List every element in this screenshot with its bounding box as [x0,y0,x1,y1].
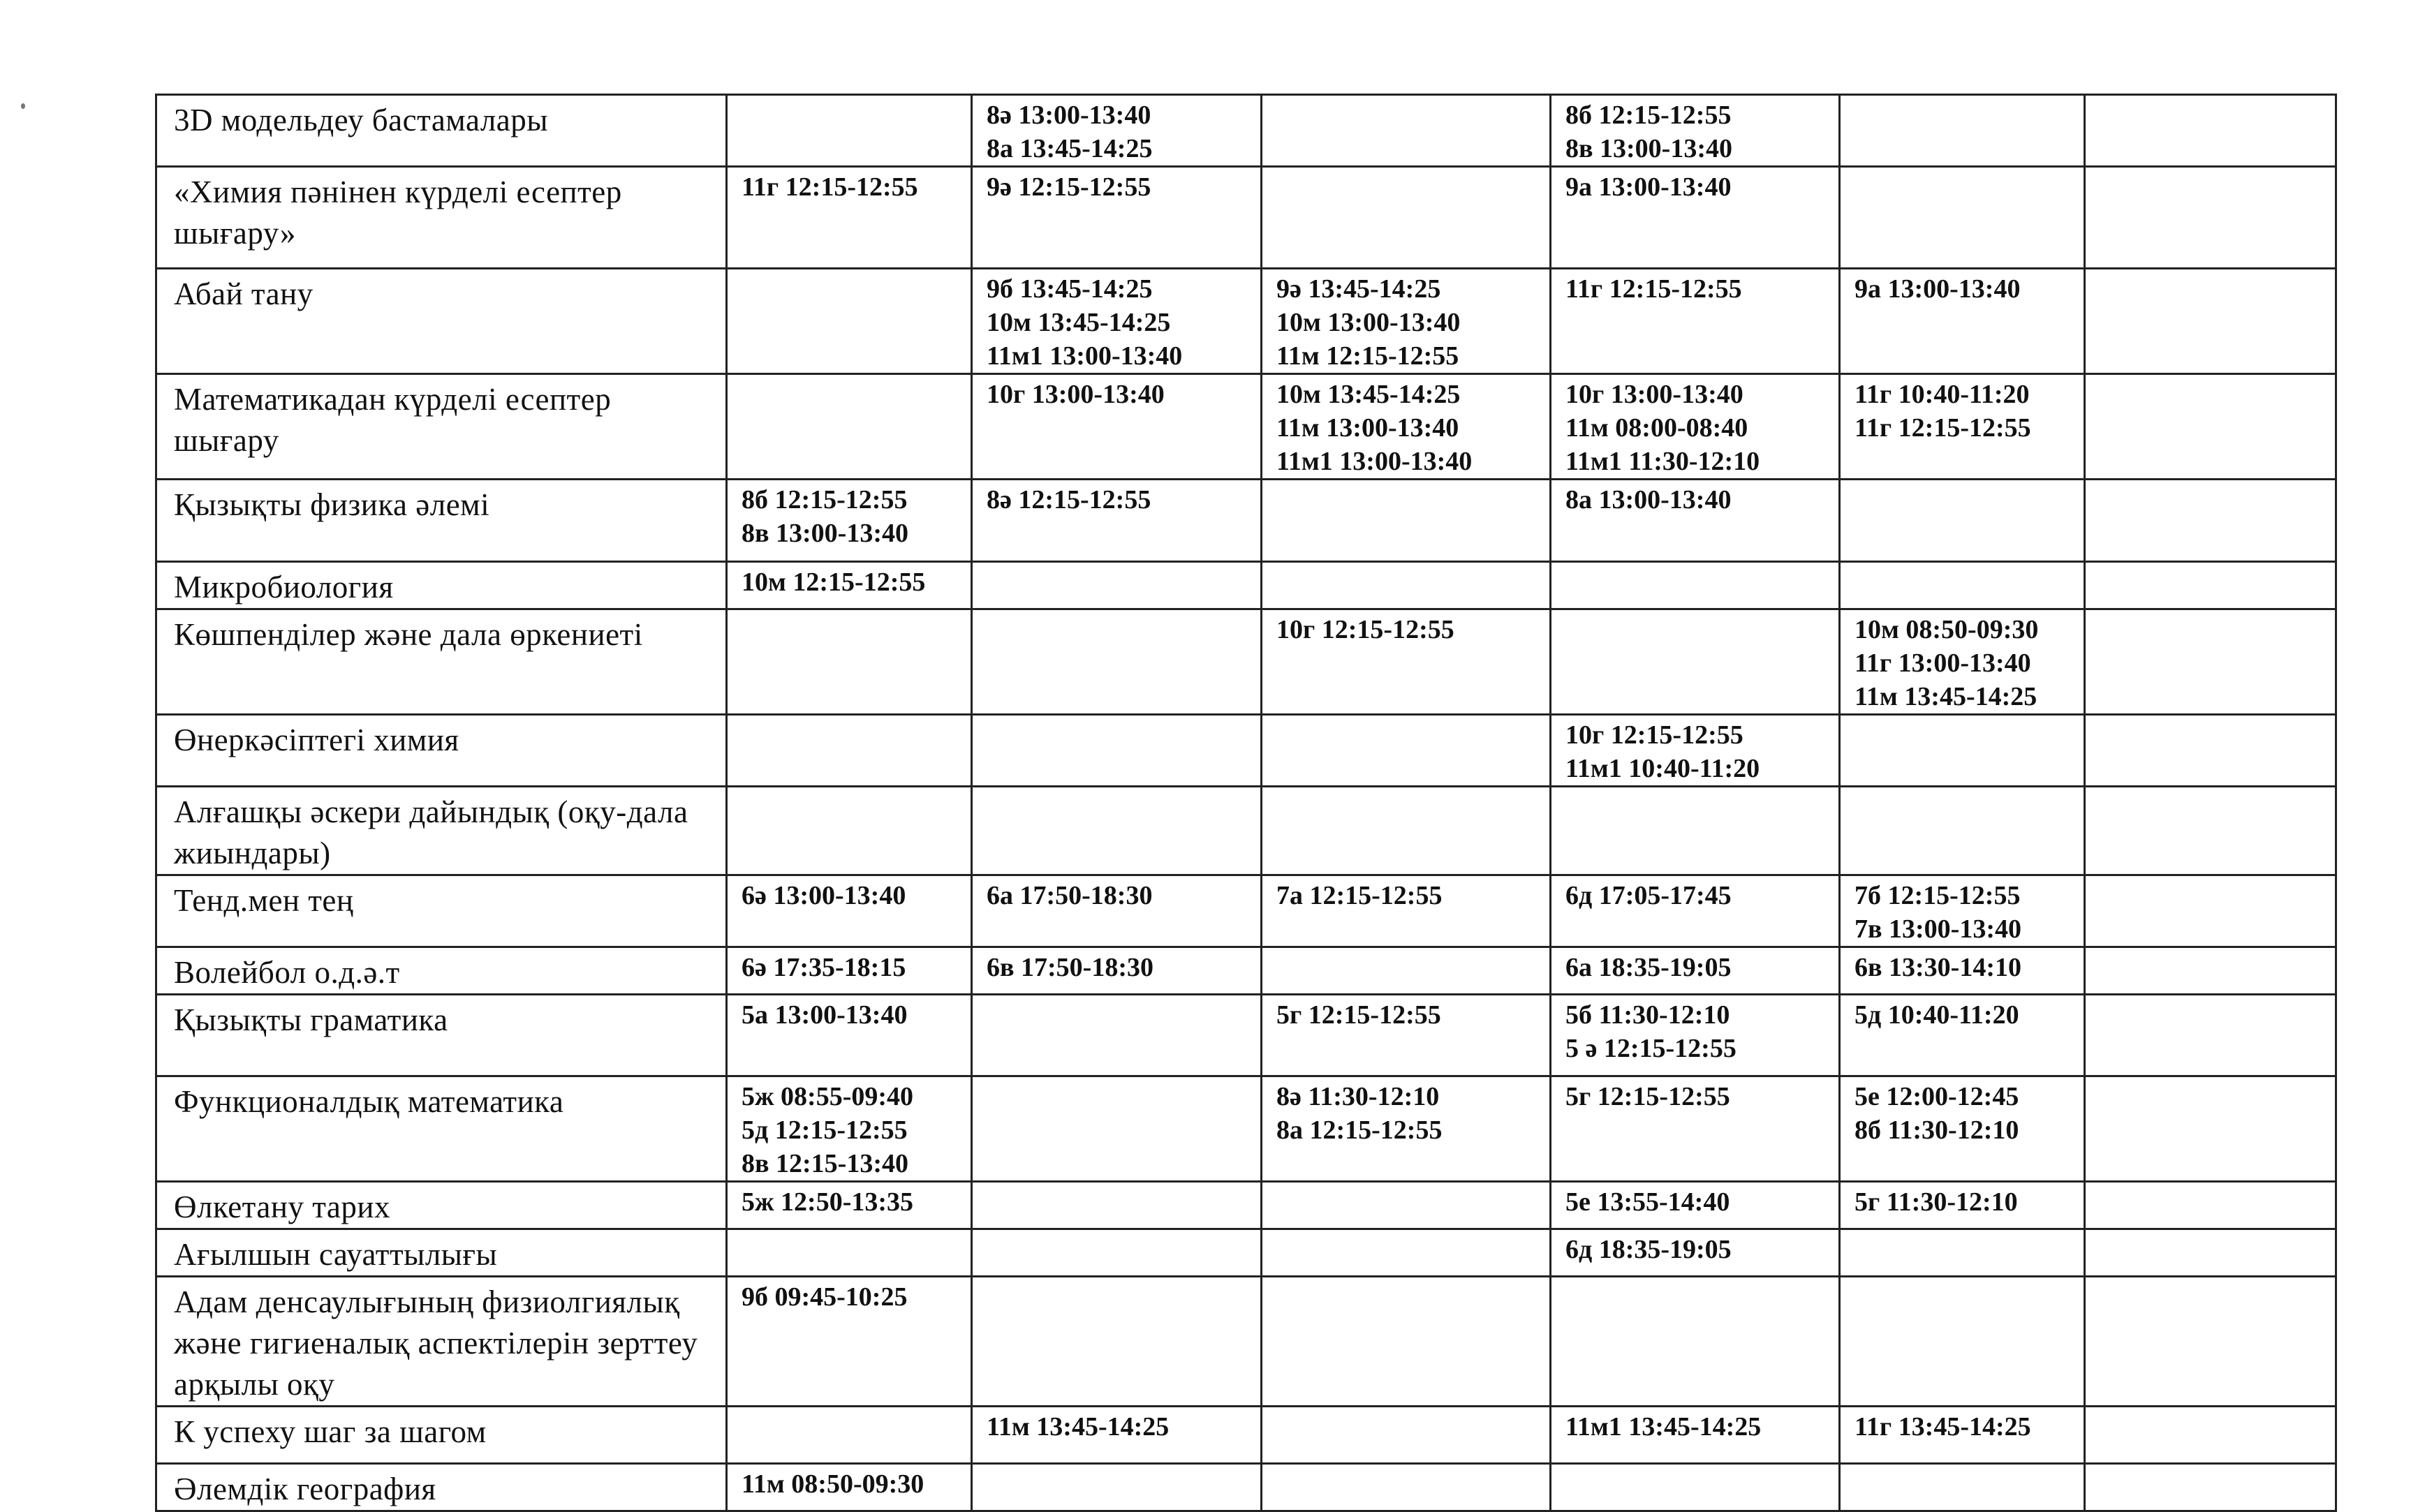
time-slot-cell [727,1277,972,1407]
time-slot-cell [1262,995,1551,1076]
scan-speck [21,103,25,109]
time-slot-cell [1262,1076,1551,1182]
schedule-body [156,95,2336,1511]
time-slot-entry: 5ж 08:55-09:40 [742,1082,914,1111]
time-slot-cell [1840,269,2085,374]
time-slot-entry: 11м1 10:40-11:20 [1565,754,1760,783]
time-slot-cell [2085,609,2336,715]
time-slot-cell [1840,167,2085,269]
time-slot-entry: 5 ә 12:15-12:55 [1565,1034,1737,1063]
time-slot-entry: 5б 11:30-12:10 [1565,1000,1730,1030]
time-slot-cell [1551,947,1840,995]
time-slot-cell [727,875,972,947]
time-slot-cell [1551,609,1840,715]
time-slot-entry: 5е 12:00-12:45 [1855,1082,2019,1111]
subject-cell: 3D модельдеу бастамалары [156,95,727,167]
table-row [156,1464,2336,1511]
time-slot-cell [1840,875,2085,947]
time-slot-entry: 9б 09:45-10:25 [742,1282,908,1312]
time-slot-cell [1840,95,2085,167]
table-row [156,1182,2336,1229]
time-slot-cell [1840,480,2085,562]
time-slot-cell [727,269,972,374]
time-slot-entry: 10г 13:00-13:40 [987,380,1165,409]
time-slot-entry: 8ә 13:00-13:40 [987,101,1151,130]
time-slot-entry: 5ж 12:50-13:35 [742,1187,914,1217]
time-slot-entry: 8в 13:00-13:40 [742,519,908,548]
time-slot-cell [1551,1277,1840,1407]
time-slot-entry: 11м 08:50-09:30 [742,1469,924,1499]
time-slot-cell [2085,1277,2336,1407]
time-slot-entry: 8б 12:15-12:55 [742,485,908,514]
time-slot-entry: 11м 08:00-08:40 [1565,413,1748,443]
time-slot-cell [727,1407,972,1464]
time-slot-entry: 11г 12:15-12:55 [742,172,918,202]
time-slot-cell [2085,1464,2336,1511]
time-slot-cell [1551,1182,1840,1229]
time-slot-entry: 9б 13:45-14:25 [987,274,1153,304]
table-row [156,562,2336,609]
subject-cell: Функционалдық математика [156,1076,727,1182]
time-slot-cell [727,1464,972,1511]
subject-cell: Тенд.мен тең [156,875,727,947]
time-slot-cell [727,1182,972,1229]
time-slot-cell [1262,167,1551,269]
time-slot-cell [1262,95,1551,167]
time-slot-cell [1840,995,2085,1076]
time-slot-cell [2085,715,2336,787]
time-slot-entry: 7в 13:00-13:40 [1855,914,2021,944]
time-slot-cell [1840,1277,2085,1407]
time-slot-entry: 6ә 17:35-18:15 [742,953,906,982]
time-slot-cell [1840,1407,2085,1464]
time-slot-entry: 11г 12:15-12:55 [1855,413,2031,443]
time-slot-entry: 5д 10:40-11:20 [1855,1000,2019,1030]
subject-cell: Көшпенділер және дала өркениеті [156,609,727,715]
time-slot-cell [1551,480,1840,562]
time-slot-entry: 6а 18:35-19:05 [1565,953,1732,982]
time-slot-cell [1262,374,1551,480]
time-slot-cell [1262,609,1551,715]
time-slot-cell [1262,715,1551,787]
time-slot-cell [972,1277,1262,1407]
time-slot-cell [972,1182,1262,1229]
time-slot-cell [2085,480,2336,562]
time-slot-entry: 8а 13:45-14:25 [987,134,1153,163]
time-slot-entry: 11м 13:00-13:40 [1276,413,1459,443]
time-slot-entry: 9а 13:00-13:40 [1565,172,1732,202]
table-row [156,875,2336,947]
time-slot-cell [1551,167,1840,269]
time-slot-entry: 11м 13:45-14:25 [1855,682,2037,711]
time-slot-entry: 10г 12:15-12:55 [1565,720,1743,750]
table-row [156,1277,2336,1407]
time-slot-entry: 11м1 11:30-12:10 [1565,447,1760,476]
time-slot-cell [1840,1229,2085,1277]
time-slot-entry: 8б 12:15-12:55 [1565,101,1732,130]
time-slot-cell [972,269,1262,374]
time-slot-cell [727,1229,972,1277]
time-slot-entry: 9а 13:00-13:40 [1855,274,2021,304]
time-slot-cell [727,480,972,562]
time-slot-cell [1551,374,1840,480]
time-slot-cell [972,562,1262,609]
time-slot-cell [972,1229,1262,1277]
time-slot-entry: 5д 12:15-12:55 [742,1116,908,1145]
time-slot-entry: 6в 17:50-18:30 [987,953,1153,982]
time-slot-cell [1551,562,1840,609]
time-slot-entry: 9ә 12:15-12:55 [987,172,1151,202]
time-slot-cell [727,995,972,1076]
time-slot-cell [972,715,1262,787]
subject-cell: «Химия пәнінен күрделі есептер шығару» [156,167,727,269]
time-slot-cell [727,609,972,715]
time-slot-entry: 10м 13:45-14:25 [1276,380,1461,409]
time-slot-cell [727,167,972,269]
time-slot-cell [1551,1407,1840,1464]
time-slot-cell [1551,95,1840,167]
time-slot-cell [727,562,972,609]
table-row [156,995,2336,1076]
table-row [156,480,2336,562]
time-slot-entry: 7а 12:15-12:55 [1276,881,1443,910]
time-slot-entry: 6а 17:50-18:30 [987,881,1153,910]
subject-cell: Адам денсаулығының физиолгиялық және гигиеналық аспектілерін зерттеу арқылы оқу [156,1277,727,1407]
time-slot-entry: 5е 13:55-14:40 [1565,1187,1730,1217]
time-slot-cell [727,95,972,167]
time-slot-cell [2085,947,2336,995]
table-row [156,95,2336,167]
time-slot-entry: 10м 13:45-14:25 [987,308,1171,337]
time-slot-entry: 10г 13:00-13:40 [1565,380,1743,409]
time-slot-cell [1262,947,1551,995]
table-row [156,269,2336,374]
time-slot-cell [2085,562,2336,609]
time-slot-cell [1840,562,2085,609]
time-slot-entry: 6д 17:05-17:45 [1565,881,1732,910]
time-slot-cell [1551,1464,1840,1511]
time-slot-cell [1840,715,2085,787]
time-slot-cell [1840,609,2085,715]
time-slot-cell [1262,787,1551,875]
time-slot-entry: 10г 12:15-12:55 [1276,615,1454,644]
time-slot-cell [1840,947,2085,995]
schedule-table [155,94,2337,1512]
time-slot-cell [1262,875,1551,947]
subject-cell: Әлемдік география [156,1464,727,1511]
time-slot-entry: 11м1 13:00-13:40 [1276,447,1473,476]
time-slot-cell [727,787,972,875]
time-slot-entry: 11г 10:40-11:20 [1855,380,2030,409]
time-slot-entry: 11м1 13:00-13:40 [987,341,1183,371]
time-slot-cell [1551,1076,1840,1182]
time-slot-cell [1262,562,1551,609]
time-slot-cell [1262,1277,1551,1407]
subject-cell: Абай тану [156,269,727,374]
table-row [156,947,2336,995]
time-slot-cell [972,1464,1262,1511]
time-slot-cell [2085,995,2336,1076]
time-slot-cell [1262,1182,1551,1229]
time-slot-entry: 11г 13:45-14:25 [1855,1412,2031,1441]
subject-cell: К успеху шаг за шагом [156,1407,727,1464]
time-slot-cell [1262,269,1551,374]
time-slot-cell [2085,374,2336,480]
time-slot-cell [2085,1407,2336,1464]
time-slot-entry: 11г 12:15-12:55 [1565,274,1742,304]
subject-cell: Математикадан күрделі есептер шығару [156,374,727,480]
time-slot-cell [2085,167,2336,269]
time-slot-cell [1840,787,2085,875]
time-slot-cell [972,875,1262,947]
time-slot-cell [972,1407,1262,1464]
time-slot-cell [2085,787,2336,875]
time-slot-cell [1262,480,1551,562]
time-slot-cell [2085,875,2336,947]
time-slot-cell [1551,1229,1840,1277]
time-slot-cell [727,947,972,995]
time-slot-cell [2085,1182,2336,1229]
time-slot-cell [972,609,1262,715]
time-slot-entry: 8в 13:00-13:40 [1565,134,1732,163]
time-slot-cell [1551,787,1840,875]
time-slot-cell [972,374,1262,480]
time-slot-entry: 11м1 13:45-14:25 [1565,1412,1762,1441]
time-slot-entry: 6д 18:35-19:05 [1565,1235,1732,1264]
time-slot-entry: 7б 12:15-12:55 [1855,881,2021,910]
table-row [156,787,2336,875]
time-slot-entry: 5г 12:15-12:55 [1276,1000,1441,1030]
time-slot-cell [727,715,972,787]
time-slot-entry: 10м 12:15-12:55 [742,568,926,597]
time-slot-cell [972,167,1262,269]
time-slot-entry: 11м 13:45-14:25 [987,1412,1170,1441]
time-slot-entry: 8в 12:15-13:40 [742,1149,908,1178]
time-slot-entry: 8а 12:15-12:55 [1276,1116,1443,1145]
time-slot-cell [972,95,1262,167]
table-row [156,715,2336,787]
time-slot-entry: 6ә 13:00-13:40 [742,881,906,910]
time-slot-entry: 11м 12:15-12:55 [1276,341,1459,371]
time-slot-entry: 8б 11:30-12:10 [1855,1116,2019,1145]
subject-cell: Алғашқы әскери дайындық (оқу-дала жиындары) [156,787,727,875]
time-slot-entry: 5г 11:30-12:10 [1855,1187,2018,1217]
subject-cell: Ағылшын сауаттылығы [156,1229,727,1277]
time-slot-cell [972,480,1262,562]
table-row [156,1407,2336,1464]
time-slot-cell [972,787,1262,875]
time-slot-entry: 8ә 12:15-12:55 [987,485,1151,514]
table-row [156,1076,2336,1182]
time-slot-entry: 5г 12:15-12:55 [1565,1082,1730,1111]
time-slot-entry: 10м 08:50-09:30 [1855,615,2039,644]
time-slot-cell [1840,1182,2085,1229]
time-slot-cell [2085,1076,2336,1182]
time-slot-entry: 11г 13:00-13:40 [1855,648,2031,678]
time-slot-cell [1551,269,1840,374]
time-slot-cell [1262,1229,1551,1277]
subject-cell: Өнеркәсіптегі химия [156,715,727,787]
time-slot-entry: 5а 13:00-13:40 [742,1000,908,1030]
time-slot-cell [727,1076,972,1182]
time-slot-cell [972,995,1262,1076]
time-slot-entry: 6в 13:30-14:10 [1855,953,2021,982]
time-slot-cell [972,947,1262,995]
time-slot-cell [1840,1076,2085,1182]
subject-cell: Өлкетану тарих [156,1182,727,1229]
table-row [156,167,2336,269]
time-slot-cell [2085,95,2336,167]
table-row [156,1229,2336,1277]
time-slot-cell [1262,1407,1551,1464]
time-slot-entry: 9ә 13:45-14:25 [1276,274,1441,304]
time-slot-cell [2085,1229,2336,1277]
time-slot-cell [1840,1464,2085,1511]
subject-cell: Микробиология [156,562,727,609]
subject-cell: Қызықты физика әлемі [156,480,727,562]
time-slot-cell [2085,269,2336,374]
time-slot-cell [727,374,972,480]
time-slot-cell [972,1076,1262,1182]
table-row [156,374,2336,480]
subject-cell: Қызықты граматика [156,995,727,1076]
time-slot-entry: 8а 13:00-13:40 [1565,485,1732,514]
subject-cell: Волейбол о.д.ә.т [156,947,727,995]
table-row [156,609,2336,715]
time-slot-cell [1551,875,1840,947]
time-slot-cell [1262,1464,1551,1511]
schedule-sheet [155,94,2335,1506]
time-slot-entry: 8ә 11:30-12:10 [1276,1082,1440,1111]
time-slot-cell [1551,715,1840,787]
time-slot-entry: 10м 13:00-13:40 [1276,308,1461,337]
time-slot-cell [1551,995,1840,1076]
time-slot-cell [1840,374,2085,480]
